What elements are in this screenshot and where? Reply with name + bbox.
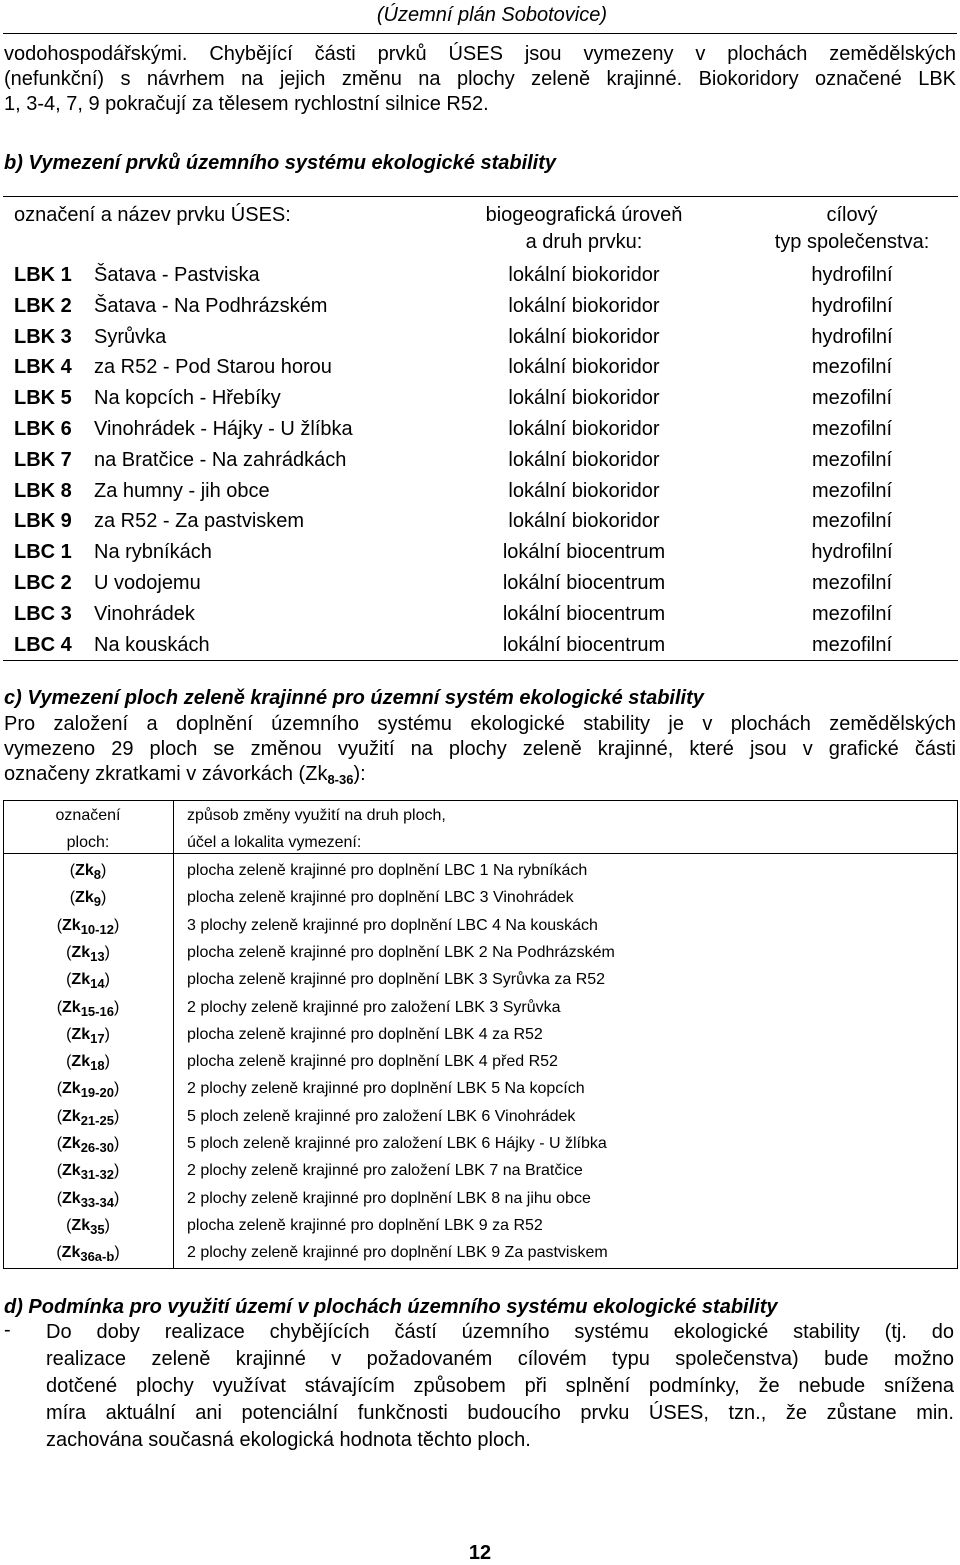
section-c-line: Pro založení a doplnění územního systému ekologické stability je v plochách zemědělských [4, 713, 956, 735]
intro-line: (nefunkční) s návrhem na jejich změnu na plochy zeleně krajinné. Biokoridory označené LBK [4, 68, 956, 90]
zk-code-cell: $(Zk_{33-34})$ [56, 1189, 120, 1210]
zk-code: Zk [62, 1107, 81, 1125]
element-type: lokální biocentrum [502, 602, 666, 625]
uses-table-row [14, 322, 958, 353]
header-title: (Územní plán Sobotovice) [376, 4, 607, 26]
zk-code: Zk [61, 1244, 81, 1262]
zk-code-subscript: 18 [90, 1058, 105, 1074]
element-community: mezofilní [811, 356, 893, 379]
uses-table-row [14, 476, 958, 507]
section-c-paragraph [4, 712, 956, 787]
header-type-line: a druh prvku: [525, 231, 643, 253]
zk-description: 2 plochy zeleně krajinné pro doplnění LBK 8 na jihu obce [187, 1189, 591, 1207]
zk-header-col2: účel a lokalita vymezení: [187, 834, 362, 851]
zk-code: Zk [75, 889, 94, 907]
header-rule [3, 33, 957, 34]
uses-table-header [14, 200, 958, 260]
zk-description: 2 plochy zeleně krajinné pro doplnění LBK 5 Na kopcích [187, 1080, 585, 1098]
uses-table-row [14, 537, 958, 568]
zk-table-row [3, 1103, 958, 1130]
zk-code-cell: $(Zk_{10-12})$ [56, 916, 120, 937]
zk-code: Zk [62, 1135, 81, 1152]
element-code: LBK 2 [14, 294, 72, 317]
zk-description: plocha zeleně krajinné pro doplnění LBK 4 před R52 [187, 1053, 558, 1071]
element-name: Na kopcích - Hřebíky [94, 387, 281, 410]
zk-code-cell: $(Zk_{36a-b})$ [56, 1244, 120, 1265]
element-type: lokální biokoridor [508, 510, 660, 533]
zk-code-subscript: 13 [90, 948, 105, 964]
element-name: Na rybníkách [94, 541, 212, 564]
uses-table-row [14, 568, 958, 599]
zk-description: plocha zeleně krajinné pro doplnění LBK 2 Na Podhrázském [187, 943, 615, 961]
element-community: mezofilní [811, 448, 893, 471]
element-code: LBK 1 [14, 264, 72, 286]
element-community: hydrofilní [811, 541, 893, 564]
element-community: mezofilní [811, 633, 893, 656]
element-code: LBC 3 [14, 602, 72, 625]
zk-code-subscript: 36a-b [80, 1249, 115, 1265]
section-d-line: dotčené plochy využívat stávajícím způsobem při splnění podmínky, že nebude snížena [46, 1375, 954, 1397]
element-name: za R52 - Za pastviskem [94, 510, 305, 533]
zk-code-subscript: 8 [93, 867, 101, 882]
zk-code: Zk [71, 1053, 91, 1071]
zk-code-subscript: 15-16 [80, 1003, 114, 1019]
element-name: Šatava - Pastviska [94, 264, 260, 286]
bullet-dash: - [4, 1319, 11, 1341]
zk-code: Zk [71, 943, 91, 961]
section-d-line: míra aktuální ani potenciální funkčnosti budoucího prvku ÚSES, tzn., že zůstane min. [46, 1402, 954, 1424]
element-type: lokální biocentrum [502, 633, 666, 656]
element-type: lokální biocentrum [502, 571, 666, 594]
zk-code-subscript: 21-25 [80, 1112, 114, 1128]
header-name: označení a název prvku ÚSES: [14, 204, 291, 226]
element-community: mezofilní [811, 510, 893, 533]
zk-code-subscript: 9 [93, 894, 101, 910]
element-code: LBC 1 [14, 541, 72, 564]
uses-table-row [14, 445, 958, 476]
element-type: lokální biokoridor [508, 294, 660, 317]
element-type: lokální biokoridor [508, 264, 660, 286]
uses-table-row [14, 260, 958, 291]
header-type-line: biogeografická úroveň [485, 204, 683, 226]
header-soc [732, 202, 960, 256]
element-code: LBC 4 [14, 633, 72, 656]
zk-code: Zk [71, 1025, 91, 1043]
zk-description: 3 plochy zeleně krajinné pro doplnění LBC 4 Na kouskách [187, 916, 598, 934]
element-name: na Bratčice - Na zahrádkách [94, 448, 347, 471]
zk-description: plocha zeleně krajinné pro doplnění LBC 3 Vinohrádek [187, 889, 574, 907]
section-d-heading: d) Podmínka pro využití území v plochách územního systému ekologické stability [4, 1296, 778, 1318]
section-c-line-3-sub: 8-36 [327, 772, 354, 787]
element-type: lokální biokoridor [508, 387, 660, 410]
uses-table [14, 200, 958, 660]
zk-table-row [3, 966, 958, 993]
zk-description: plocha zeleně krajinné pro doplnění LBK 4 za R52 [187, 1025, 543, 1043]
zk-code-subscript: 35 [90, 1221, 105, 1237]
zk-code-subscript: 14 [90, 976, 105, 992]
zk-code: Zk [62, 1080, 81, 1098]
element-community: hydrofilní [811, 294, 893, 317]
zk-code-cell: $(Zk_{31-32})$ [56, 1162, 120, 1183]
element-name: Syrůvka [94, 325, 167, 348]
uses-table-row [14, 383, 958, 414]
element-code: LBC 2 [14, 571, 72, 594]
element-community: mezofilní [811, 602, 893, 625]
section-d-paragraph [46, 1319, 954, 1454]
element-code: LBK 4 [14, 356, 72, 379]
zk-code-cell: $(Zk_{26-30})$ [56, 1135, 120, 1155]
zk-code-subscript: 17 [90, 1030, 105, 1046]
element-code: LBK 6 [14, 417, 72, 440]
section-c-line-3-end: ): [353, 763, 366, 785]
zk-code-cell: $(Zk_{21-25})$ [56, 1107, 120, 1128]
uses-table-row [14, 599, 958, 630]
zk-description: 2 plochy zeleně krajinné pro doplnění LBK 9 Za pastviskem [187, 1244, 608, 1262]
section-c-heading: c) Vymezení ploch zeleně krajinné pro územní systém ekologické stability [4, 687, 704, 709]
zk-code-subscript: 33-34 [80, 1194, 114, 1210]
intro-line: 1, 3-4, 7, 9 pokračují za tělesem rychlostní silnice R52. [4, 93, 489, 115]
zk-code-cell: $(Zk_8)$ [69, 862, 107, 882]
zk-code-cell: $(Zk_{14})$ [66, 971, 110, 992]
element-type: lokální biokoridor [508, 479, 660, 502]
zk-code-cell: $(Zk_{18})$ [66, 1053, 110, 1074]
zk-code: Zk [71, 1216, 91, 1234]
zk-code: Zk [75, 862, 94, 879]
zk-code: Zk [62, 1162, 81, 1180]
element-type: lokální biokoridor [508, 417, 660, 440]
page-header [0, 2, 960, 28]
element-name: Na kouskách [94, 633, 210, 656]
zk-table-header-row-2 [3, 829, 958, 856]
zk-table-row [3, 994, 958, 1021]
zk-table-row [3, 857, 958, 884]
element-name: U vodojemu [94, 571, 201, 594]
zk-table-row [3, 1048, 958, 1075]
zk-code-subscript: 10-12 [80, 921, 114, 937]
zk-description: 5 ploch zeleně krajinné pro založení LBK 6 Vinohrádek [187, 1107, 576, 1125]
zk-code-cell: $(Zk_{15-16})$ [56, 998, 120, 1019]
element-community: hydrofilní [811, 325, 893, 348]
element-community: mezofilní [811, 417, 893, 440]
element-type: lokální biokoridor [508, 448, 660, 471]
section-d-line: zachována současná ekologická hodnota těchto ploch. [46, 1429, 531, 1451]
zk-table-header-row-1 [3, 802, 958, 829]
zk-code-cell: $(Zk_{19-20})$ [56, 1080, 120, 1101]
uses-table-row [14, 291, 958, 322]
intro-line: vodohospodářskými. Chybějící části prvků ÚSES jsou vymezeny v plochách zemědělských [4, 43, 956, 65]
element-code: LBK 7 [14, 448, 72, 471]
element-name: Vinohrádek - Hájky - U žlíbka [94, 417, 353, 440]
zk-description: 2 plochy zeleně krajinné pro založení LBK 3 Syrůvka [187, 998, 561, 1016]
zk-table-row [3, 884, 958, 911]
zk-table-row [3, 1157, 958, 1184]
element-community: mezofilní [811, 387, 893, 410]
header-soc-line: typ společenstva: [774, 231, 930, 253]
section-d-line: realizace zeleně krajinné v požadovaném cílovém typu společenstva) bude možno [46, 1348, 954, 1370]
zk-table-row [3, 1075, 958, 1102]
section-c-line [4, 762, 956, 787]
element-type: lokální biocentrum [502, 541, 666, 564]
zk-table-row [3, 912, 958, 939]
section-c-line-3-text: označeny zkratkami v závorkách (Zk [4, 763, 328, 785]
zk-code: Zk [62, 1189, 81, 1207]
zk-header-col1: označení [55, 807, 121, 824]
element-type: lokální biokoridor [508, 325, 660, 348]
zk-table-row [3, 1185, 958, 1212]
zk-code-subscript: 31-32 [80, 1167, 114, 1183]
element-name: za R52 - Pod Starou horou [94, 356, 332, 379]
section-d-line: Do doby realizace chybějících částí územního systému ekologické stability (tj. do [46, 1321, 954, 1343]
zk-code: Zk [62, 998, 81, 1016]
intro-paragraph [4, 42, 956, 117]
zk-code-cell: $(Zk_{13})$ [66, 943, 110, 964]
zk-description: plocha zeleně krajinné pro doplnění LBC 1 Na rybníkách [187, 862, 588, 879]
zk-header-col1: ploch: [66, 834, 110, 851]
uses-table-body [14, 260, 958, 660]
header-soc-line: cílový [826, 204, 878, 226]
table-bottom-rule [3, 660, 958, 661]
uses-table-row [14, 506, 958, 537]
header-type [474, 202, 694, 256]
section-c-line: vymezeno 29 ploch se změnou využití na plochy zeleně krajinné, které jsou v grafické části [4, 738, 956, 760]
zk-description: plocha zeleně krajinné pro doplnění LBK 3 Syrůvka za R52 [187, 971, 606, 989]
element-code: LBK 8 [14, 479, 72, 502]
zk-description: 5 ploch zeleně krajinné pro založení LBK 6 Hájky - U žlíbka [187, 1135, 607, 1152]
zk-header-col2: způsob změny využití na druh ploch, [187, 807, 446, 824]
section-b-heading: b) Vymezení prvků územního systému ekologické stability [4, 152, 557, 174]
element-code: LBK 5 [14, 387, 72, 410]
zk-code-subscript: 19-20 [80, 1085, 114, 1101]
element-name: Vinohrádek [94, 602, 195, 625]
element-code: LBK 9 [14, 510, 72, 533]
zk-description: 2 plochy zeleně krajinné pro založení LBK 7 na Bratčice [187, 1162, 583, 1180]
zk-table-row [3, 1021, 958, 1048]
zk-code-subscript: 26-30 [80, 1140, 114, 1155]
zk-code-cell: $(Zk_{17})$ [66, 1025, 110, 1046]
uses-table-row [14, 414, 958, 445]
element-code: LBK 3 [14, 325, 72, 348]
zk-table-row [3, 1212, 958, 1239]
zk-code-cell: $(Zk_{35})$ [66, 1216, 110, 1237]
zk-table-row [3, 939, 958, 966]
zk-code-cell: $(Zk_9)$ [69, 889, 107, 910]
zk-table-row [3, 1239, 958, 1266]
element-name: Šatava - Na Podhrázském [94, 294, 328, 317]
element-community: mezofilní [811, 479, 893, 502]
zk-code: Zk [62, 916, 81, 934]
zk-code: Zk [71, 971, 91, 989]
page-number: 12 [468, 1542, 492, 1564]
element-community: mezofilní [811, 571, 893, 594]
table-top-rule [3, 196, 958, 197]
zk-description: plocha zeleně krajinné pro doplnění LBK 9 za R52 [187, 1216, 543, 1234]
zk-table-row [3, 1130, 958, 1157]
element-type: lokální biokoridor [508, 356, 660, 379]
element-name: Za humny - jih obce [94, 479, 270, 502]
uses-table-row [14, 630, 958, 661]
element-community: hydrofilní [811, 264, 893, 286]
uses-table-row [14, 352, 958, 383]
